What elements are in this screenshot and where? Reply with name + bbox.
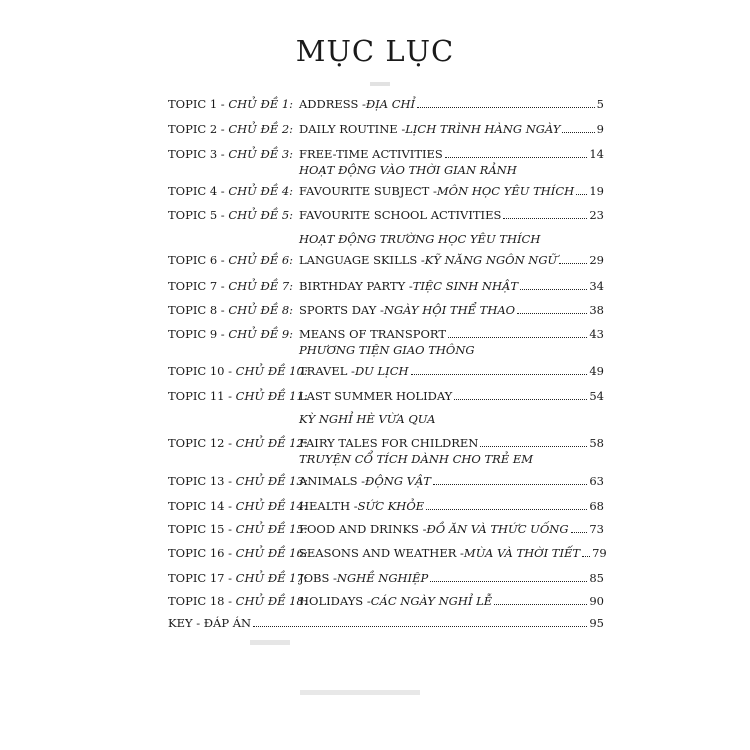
toc-row: [0, 206, 750, 224]
page-number: 34: [589, 279, 604, 293]
entry-title-en: ADDRESS -: [299, 97, 366, 111]
topic-number: TOPIC 13 -: [168, 474, 236, 488]
toc-row: [0, 277, 750, 295]
topic-label: [168, 95, 293, 113]
entry-title-en: HOLIDAYS -: [299, 594, 371, 608]
chude-number: CHỦ ĐỀ 4:: [228, 184, 294, 198]
page-number: 14: [589, 147, 604, 161]
topic-number: TOPIC 6 -: [168, 253, 229, 267]
entry-line: [299, 387, 604, 405]
entry-title-en: MEANS OF TRANSPORT: [299, 327, 447, 341]
page-number: 73: [589, 522, 604, 536]
entry-title-vi: ĐỒ ĂN VÀ THỨC UỐNG: [426, 522, 569, 536]
entry-title-en: SEASONS AND WEATHER -: [299, 546, 464, 560]
page-number: 49: [589, 364, 604, 378]
topic-number: TOPIC 15 -: [168, 522, 236, 536]
topic-label: [168, 434, 308, 452]
entry-line: [299, 592, 604, 610]
topic-label: [168, 387, 308, 405]
topic-label: [168, 497, 308, 515]
toc-row: [0, 544, 750, 562]
topic-number: TOPIC 12 -: [168, 436, 236, 450]
entry-line: [299, 206, 604, 224]
topic-number: TOPIC 16 -: [168, 546, 236, 560]
dot-leader: [411, 362, 588, 375]
dot-leader: [448, 325, 587, 338]
topic-number: TOPIC 1 -: [168, 97, 229, 111]
entry-line: [299, 520, 604, 538]
dot-leader: [503, 206, 587, 219]
chude-number: CHỦ ĐỀ 15:: [235, 522, 308, 536]
entry-title-vi: MÔN HỌC YÊU THÍCH: [436, 184, 575, 198]
entry-line: [299, 362, 604, 380]
page-number: 79: [592, 546, 607, 560]
dot-leader: [426, 497, 587, 510]
topic-number: TOPIC 10 -: [168, 364, 236, 378]
page-number: 85: [589, 571, 604, 585]
topic-number: TOPIC 3 -: [168, 147, 229, 161]
toc-row: [0, 520, 750, 538]
entry-line: [299, 251, 604, 269]
dot-leader: [520, 277, 587, 290]
page-title: MỤC LỤC: [295, 34, 455, 68]
topic-label: [168, 569, 308, 587]
topic-label: [168, 325, 293, 343]
toc-row: [0, 497, 750, 515]
chude-number: CHỦ ĐỀ 18:: [235, 594, 308, 608]
toc-row: [0, 301, 750, 319]
toc-row: [0, 95, 750, 113]
entry-title-en: JOBS -: [299, 571, 337, 585]
toc-row: [0, 569, 750, 587]
entry-title-en: ANIMALS -: [299, 474, 366, 488]
topic-number: TOPIC 14 -: [168, 499, 236, 513]
entry-line: [299, 277, 604, 295]
topic-label: [168, 251, 293, 269]
topic-label: [168, 520, 308, 538]
entry-title-vi: CÁC NGÀY NGHỈ LỄ: [370, 594, 493, 608]
topic-label: [168, 301, 293, 319]
entry-title-vi: NGHỀ NGHIỆP: [336, 571, 429, 585]
toc-row: [0, 182, 750, 200]
toc-row: [0, 251, 750, 269]
entry-line: [299, 472, 604, 490]
page-number: 9: [596, 122, 604, 136]
toc-row: [0, 387, 750, 405]
topic-label: [168, 592, 308, 610]
entry-title-en: HEALTH -: [299, 499, 358, 513]
topic-label: [168, 362, 308, 380]
entry-title-vi: ĐỊA CHỈ: [365, 97, 416, 111]
chude-number: CHỦ ĐỀ 1:: [228, 97, 294, 111]
page-number: 54: [589, 389, 604, 403]
entry-title-vi: KỸ NĂNG NGÔN NGỮ: [424, 253, 558, 267]
topic-label: [168, 544, 308, 562]
dot-leader: [454, 387, 587, 400]
chude-number: CHỦ ĐỀ 5:: [228, 208, 294, 222]
entry-line: [299, 301, 604, 319]
entry-title-vi: TIỆC SINH NHẬT: [412, 279, 518, 293]
entry-title-en: LAST SUMMER HOLIDAY: [299, 389, 453, 403]
entry-subtitle-vi: PHƯƠNG TIỆN GIAO THÔNG: [299, 343, 475, 357]
chude-number: CHỦ ĐỀ 2:: [228, 122, 294, 136]
page-number: 29: [589, 253, 604, 267]
entry-title-en: BIRTHDAY PARTY -: [299, 279, 413, 293]
dot-leader: [494, 592, 587, 605]
chude-number: CHỦ ĐỀ 17:: [235, 571, 308, 585]
topic-number: TOPIC 5 -: [168, 208, 229, 222]
dot-leader: [480, 434, 587, 447]
topic-number: TOPIC 9 -: [168, 327, 229, 341]
topic-number: TOPIC 11 -: [168, 389, 236, 403]
topic-label: [168, 145, 293, 163]
page-number: 19: [589, 184, 604, 198]
topic-label: [168, 472, 308, 490]
chude-number: CHỦ ĐỀ 9:: [228, 327, 294, 341]
entry-title-vi: LỊCH TRÌNH HÀNG NGÀY: [405, 122, 561, 136]
entry-title-vi: MÙA VÀ THỜI TIẾT: [463, 546, 581, 560]
entry-title-en: FAVOURITE SCHOOL ACTIVITIES: [299, 208, 502, 222]
page-number: 43: [589, 327, 604, 341]
topic-number: TOPIC 7 -: [168, 279, 229, 293]
dot-leader: [433, 472, 587, 485]
entry-subtitle-vi: KỲ NGHỈ HÈ VỪA QUA: [299, 412, 436, 426]
topic-number: TOPIC 4 -: [168, 184, 229, 198]
chude-number: CHỦ ĐỀ 13:: [235, 474, 308, 488]
entry-line: [299, 182, 604, 200]
topic-label: [168, 120, 293, 138]
dot-leader: [253, 614, 587, 627]
entry-title-en: FOOD AND DRINKS -: [299, 522, 427, 536]
bleed-through-mark: [250, 640, 290, 645]
entry-title-vi: NGÀY HỘI THỂ THAO: [383, 303, 516, 317]
chude-number: CHỦ ĐỀ 7:: [228, 279, 294, 293]
entry-title-vi: SỨC KHỎE: [357, 499, 425, 513]
entry-line: [299, 544, 607, 562]
page-number: 23: [589, 208, 604, 222]
toc-row: [0, 362, 750, 380]
entry-title-en: FREE-TIME ACTIVITIES: [299, 147, 443, 161]
entry-title-vi: DU LỊCH: [354, 364, 409, 378]
chude-number: CHỦ ĐỀ 11:: [235, 389, 308, 403]
entry-line: [299, 497, 604, 515]
chude-number: CHỦ ĐỀ 8:: [228, 303, 294, 317]
entry-title-en: FAIRY TALES FOR CHILDREN: [299, 436, 479, 450]
key-entry: [168, 614, 604, 632]
entry-title-en: TRAVEL -: [299, 364, 355, 378]
chude-number: CHỦ ĐỀ 14:: [235, 499, 308, 513]
toc-row: [0, 592, 750, 610]
page-number: 68: [589, 499, 604, 513]
key-label: KEY - ĐÁP ÁN: [168, 616, 252, 630]
entry-title-en: FAVOURITE SUBJECT -: [299, 184, 437, 198]
dot-leader: [517, 301, 587, 314]
topic-number: TOPIC 18 -: [168, 594, 236, 608]
entry-subtitle-vi: TRUYỆN CỔ TÍCH DÀNH CHO TRẺ EM: [299, 452, 534, 466]
chude-number: CHỦ ĐỀ 3:: [228, 147, 294, 161]
dot-leader: [571, 520, 588, 533]
bleed-through-mark: [370, 82, 390, 86]
page-number: 95: [589, 616, 604, 630]
chude-number: CHỦ ĐỀ 10:: [235, 364, 308, 378]
topic-label: [168, 182, 293, 200]
entry-title-en: LANGUAGE SKILLS -: [299, 253, 425, 267]
page-number: 38: [589, 303, 604, 317]
topic-number: TOPIC 8 -: [168, 303, 229, 317]
page-number: 90: [589, 594, 604, 608]
topic-number: TOPIC 17 -: [168, 571, 236, 585]
dot-leader: [559, 251, 587, 264]
dot-leader: [445, 145, 588, 158]
dot-leader: [562, 120, 594, 133]
dot-leader: [417, 95, 595, 108]
chude-number: CHỦ ĐỀ 16:: [235, 546, 308, 560]
dot-leader: [576, 182, 587, 195]
entry-title-en: DAILY ROUTINE -: [299, 122, 406, 136]
page-number: 5: [596, 97, 604, 111]
bleed-through-mark: [300, 690, 420, 695]
entry-subtitle-vi: HOẠT ĐỘNG TRƯỜNG HỌC YÊU THÍCH: [299, 232, 541, 246]
topic-number: TOPIC 2 -: [168, 122, 229, 136]
entry-title-vi: ĐỘNG VẬT: [365, 474, 431, 488]
topic-label: [168, 206, 293, 224]
dot-leader: [430, 569, 587, 582]
topic-label: [168, 277, 293, 295]
entry-line: [299, 95, 604, 113]
entry-line: [299, 120, 604, 138]
page-number: 63: [589, 474, 604, 488]
entry-subtitle-vi: HOẠT ĐỘNG VÀO THỜI GIAN RẢNH: [299, 163, 517, 177]
chude-number: CHỦ ĐỀ 12:: [235, 436, 308, 450]
chude-number: CHỦ ĐỀ 6:: [228, 253, 294, 267]
page-number: 58: [589, 436, 604, 450]
entry-line: [299, 569, 604, 587]
toc-row: [0, 472, 750, 490]
dot-leader: [582, 544, 590, 557]
toc-row: [0, 120, 750, 138]
entry-title-en: SPORTS DAY -: [299, 303, 384, 317]
